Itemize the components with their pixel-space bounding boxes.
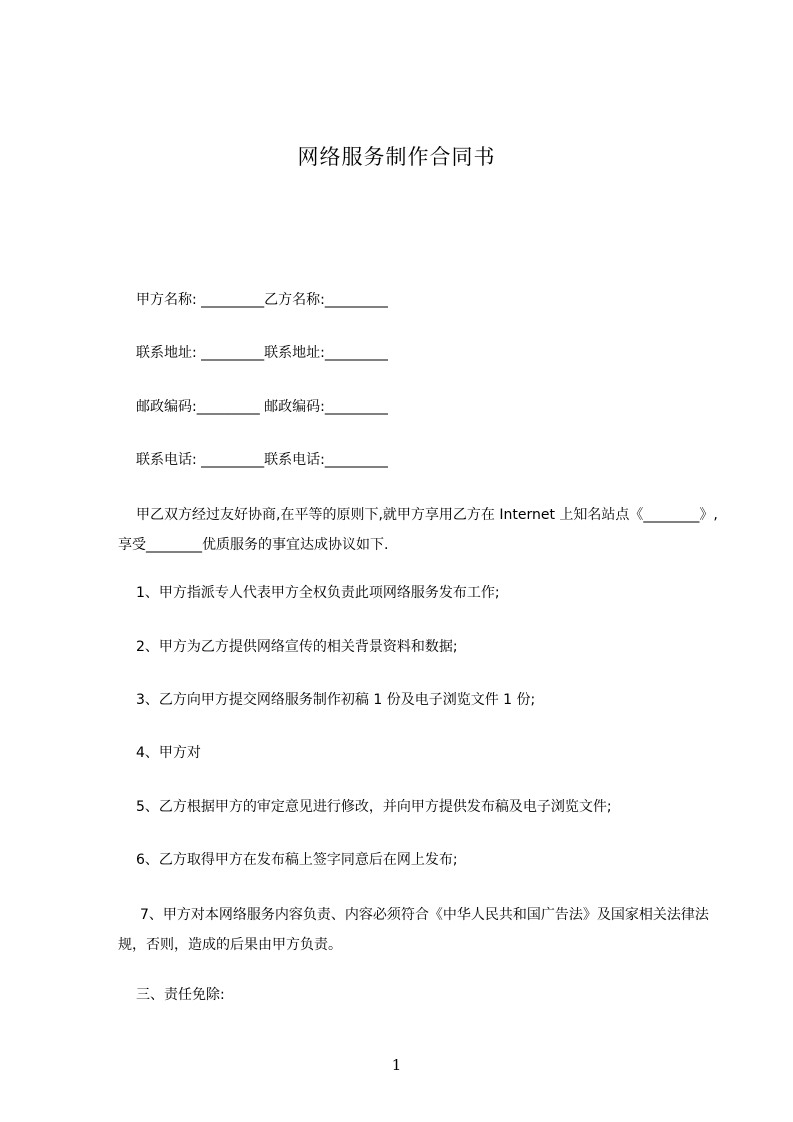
page-number: 1 — [391, 1056, 402, 1074]
clause-item: 1、甲方指派专人代表甲方全权负责此项网络服务发布工作; — [136, 585, 500, 601]
clause-item-7: 7、甲方对本网络服务内容负责、内容必须符合《中华人民共和国广告法》及国家相关法律法规，否则，造成的后果由甲方负责。 — [118, 907, 709, 953]
contact-address-field: 联系地址: _________联系地址:_________ — [136, 345, 388, 361]
party-name-field: 甲方名称: _________乙方名称:_________ — [136, 292, 388, 308]
contact-phone-field: 联系电话: _________联系电话:_________ — [136, 452, 388, 468]
section-heading: 三、责任免除: — [136, 987, 225, 1003]
clause-item: 6、乙方取得甲方在发布稿上签字同意后在网上发布; — [136, 852, 458, 868]
postal-code-field: 邮政编码:_________ 邮政编码:_________ — [136, 399, 388, 415]
document-title: 网络服务制作合同书 — [297, 145, 496, 169]
intro-paragraph: 甲乙双方经过友好协商,在平等的原则下,就甲方享用乙方在 Internet 上知名站点《________》,享受________优质服务的事宜达成协议如下. — [118, 507, 718, 553]
clause-item: 4、甲方对 — [136, 745, 201, 761]
clause-item: 3、乙方向甲方提交网络服务制作初稿 1 份及电子浏览文件 1 份; — [136, 692, 536, 708]
clause-item: 5、乙方根据甲方的审定意见进行修改，并向甲方提供发布稿及电子浏览文件; — [136, 799, 612, 815]
clause-item: 2、甲方为乙方提供网络宣传的相关背景资料和数据; — [136, 639, 458, 655]
